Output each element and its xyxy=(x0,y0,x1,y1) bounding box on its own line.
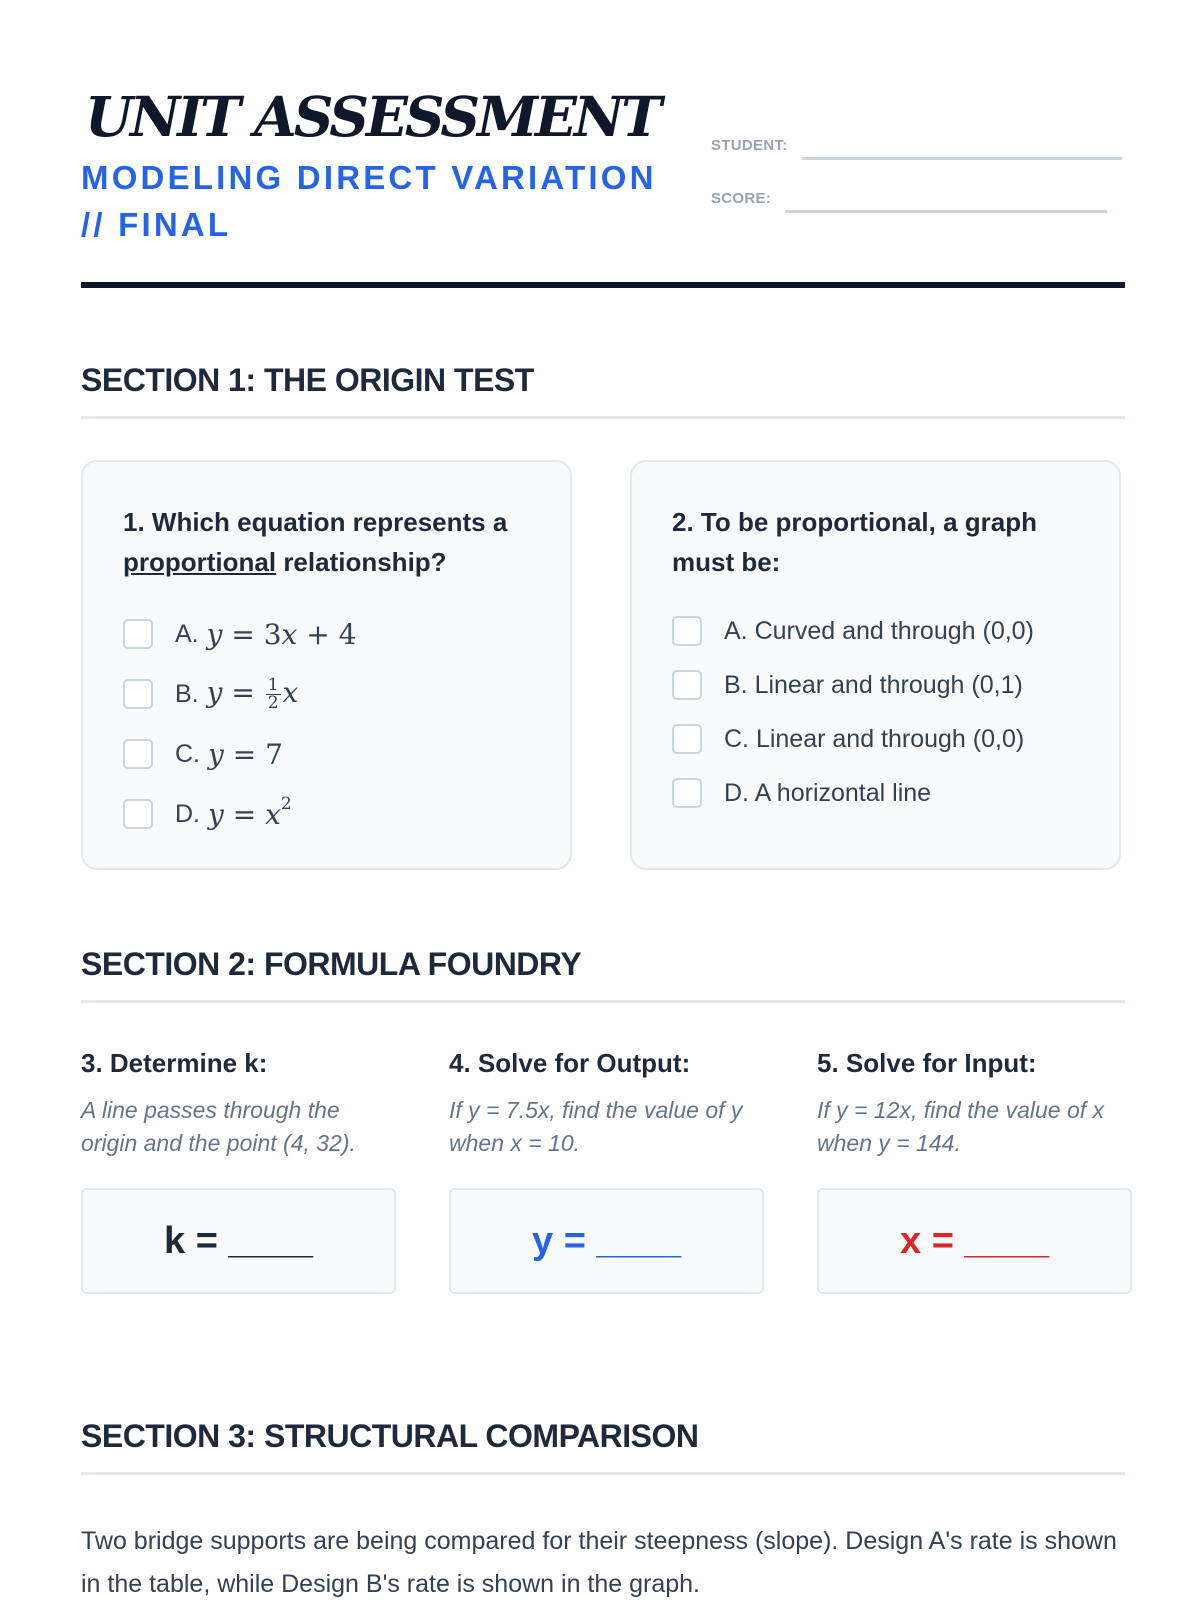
question-1-card xyxy=(81,460,572,870)
question-1-suffix: relationship? xyxy=(276,547,447,577)
q2-option-b-checkbox[interactable] xyxy=(672,670,702,700)
q1-option-b-checkbox[interactable] xyxy=(123,679,153,709)
student-meta xyxy=(711,120,1125,226)
q1-option-d-checkbox[interactable] xyxy=(123,799,153,829)
question-2-text: 2. To be proportional, a graph must be: xyxy=(672,507,1037,577)
problem-5 xyxy=(817,1046,1132,1174)
question-2-card xyxy=(630,460,1121,870)
q2-option-a-checkbox[interactable] xyxy=(672,616,702,646)
problem-3-title: 3. Determine k: xyxy=(81,1048,268,1078)
question-2-options xyxy=(672,604,1034,820)
q1-option-b-equation: y = $\frac{1}{2}$ x xyxy=(206,675,299,713)
score-field[interactable] xyxy=(785,210,1107,213)
q1-option-b[interactable] xyxy=(123,664,356,724)
problem-3 xyxy=(81,1046,396,1174)
question-1-underlined-word: proportional xyxy=(123,547,277,577)
question-1-options xyxy=(123,604,356,844)
q1-option-a[interactable] xyxy=(123,604,356,664)
q2-option-c[interactable] xyxy=(672,712,1034,766)
question-1-text xyxy=(123,502,543,582)
score-row xyxy=(711,173,1125,213)
q2-option-c-label: C. Linear and through (0,0) xyxy=(724,724,1025,753)
problem-5-title: 5. Solve for Input: xyxy=(817,1048,1037,1078)
q1-option-c[interactable] xyxy=(123,724,356,784)
question-1-prefix: 1. Which equation represents a xyxy=(123,507,508,537)
student-row xyxy=(711,120,1125,160)
q1-option-c-letter: C. xyxy=(175,739,200,768)
q2-option-a-label: A. Curved and through (0,0) xyxy=(724,616,1034,645)
q2-option-b[interactable] xyxy=(672,658,1034,712)
problem-5-text: If y = 12x, find the value of x when y = 144. xyxy=(817,1097,1105,1156)
q2-option-a[interactable] xyxy=(672,604,1034,658)
q1-option-d[interactable] xyxy=(123,784,356,844)
section-3-intro: Two bridge supports are being compared for their steepness (slope). Design A's rate is shown in the table, while Design B's rate is shown in the graph. xyxy=(81,1527,1117,1598)
q1-option-c-equation: y = 7 xyxy=(208,737,283,771)
section-1-heading: SECTION 1: THE ORIGIN TEST xyxy=(81,360,1125,419)
q1-option-d-equation: $y = x^2$ xyxy=(208,794,292,831)
student-label: STUDENT: xyxy=(711,137,788,154)
student-name-field[interactable] xyxy=(802,157,1122,160)
q2-option-c-checkbox[interactable] xyxy=(672,724,702,754)
problem-3-text: A line passes through the origin and the point (4, 32). xyxy=(81,1097,356,1156)
q1-option-b-letter: B. xyxy=(175,679,199,708)
problem-4-text: If y = 7.5x, find the value of y when x = 10. xyxy=(449,1097,743,1156)
q2-option-b-label: B. Linear and through (0,1) xyxy=(724,670,1023,699)
page-subtitle: MODELING DIRECT VARIATION // FINAL xyxy=(81,159,657,243)
answer-box-x[interactable]: x = ____ xyxy=(817,1188,1132,1294)
q1-option-d-letter: D. xyxy=(175,799,200,828)
q1-option-a-letter: A. xyxy=(175,619,199,648)
section-3-heading: SECTION 3: STRUCTURAL COMPARISON xyxy=(81,1416,1125,1475)
answer-box-y[interactable]: y = ____ xyxy=(449,1188,764,1294)
q1-option-a-checkbox[interactable] xyxy=(123,619,153,649)
header xyxy=(81,80,1125,290)
problem-4-title: 4. Solve for Output: xyxy=(449,1048,691,1078)
title-block xyxy=(81,80,681,248)
answer-box-k[interactable]: k = ____ xyxy=(81,1188,396,1294)
q1-option-a-equation: y = 3x + 4 xyxy=(206,617,357,651)
score-label: SCORE: xyxy=(711,190,772,207)
q2-option-d-label: D. A horizontal line xyxy=(724,778,932,807)
section-2-heading: SECTION 2: FORMULA FOUNDRY xyxy=(81,944,1125,1003)
page-title: UNIT ASSESSMENT xyxy=(85,84,660,149)
q2-option-d[interactable] xyxy=(672,766,1034,820)
problem-4 xyxy=(449,1046,764,1174)
q2-option-d-checkbox[interactable] xyxy=(672,778,702,808)
q1-option-c-checkbox[interactable] xyxy=(123,739,153,769)
header-divider xyxy=(81,282,1125,288)
